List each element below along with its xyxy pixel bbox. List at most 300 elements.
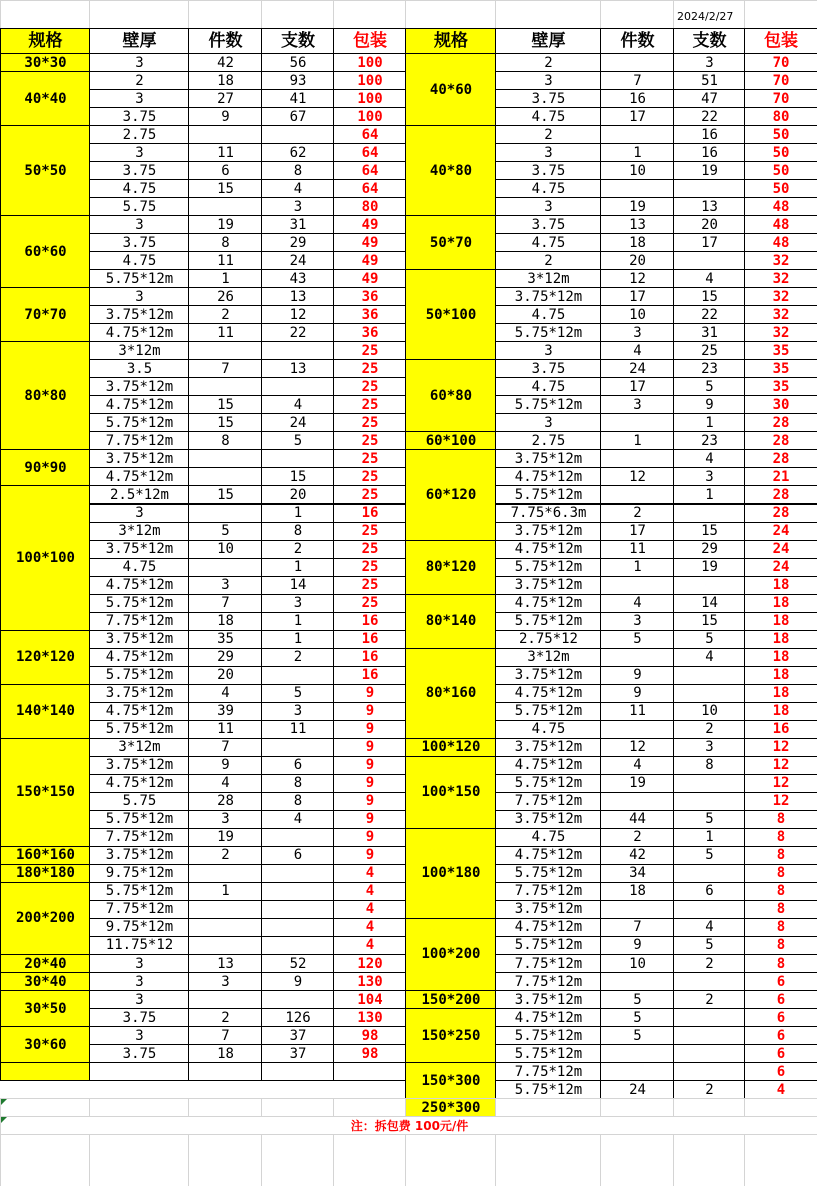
- pieces-cell[interactable]: 34: [600, 864, 674, 883]
- package-cell[interactable]: 30: [744, 395, 817, 414]
- spec-cell[interactable]: 140*140: [0, 684, 90, 739]
- spec-cell[interactable]: 40*60: [405, 53, 496, 126]
- count-cell[interactable]: 1: [261, 504, 334, 523]
- package-cell[interactable]: 35: [744, 377, 817, 396]
- spec-cell[interactable]: 50*100: [405, 269, 496, 360]
- count-cell[interactable]: [673, 1062, 745, 1081]
- count-cell[interactable]: 6: [261, 756, 334, 775]
- pieces-cell[interactable]: 1: [600, 143, 674, 162]
- count-cell[interactable]: 93: [261, 71, 334, 90]
- count-cell[interactable]: 1: [261, 558, 334, 577]
- package-cell[interactable]: 100: [333, 71, 406, 90]
- pieces-cell[interactable]: 18: [600, 233, 674, 252]
- thickness-cell[interactable]: 2.75: [89, 125, 189, 144]
- spec-cell[interactable]: 100*150: [405, 756, 496, 829]
- package-cell[interactable]: 18: [744, 666, 817, 685]
- package-cell[interactable]: 32: [744, 305, 817, 324]
- count-cell[interactable]: 23: [673, 359, 745, 378]
- thickness-cell[interactable]: 3: [495, 71, 601, 90]
- package-cell[interactable]: 64: [333, 179, 406, 198]
- thickness-cell[interactable]: 5.75*12m: [89, 269, 189, 288]
- pieces-cell[interactable]: 2: [600, 504, 674, 523]
- thickness-cell[interactable]: 5.75*12m: [89, 810, 189, 829]
- pieces-cell[interactable]: 42: [600, 846, 674, 865]
- thickness-cell[interactable]: 4.75*12m: [495, 467, 601, 486]
- thickness-cell[interactable]: 4.75*12m: [495, 918, 601, 937]
- sheet-cell-blank[interactable]: [673, 1134, 745, 1186]
- thickness-cell[interactable]: 7.75*12m: [495, 972, 601, 991]
- package-cell[interactable]: 35: [744, 359, 817, 378]
- package-cell[interactable]: 28: [744, 413, 817, 432]
- package-cell[interactable]: 32: [744, 251, 817, 270]
- thickness-cell[interactable]: 3: [89, 89, 189, 108]
- thickness-cell[interactable]: 7.75*12m: [89, 612, 189, 631]
- thickness-cell[interactable]: 3.75: [89, 107, 189, 126]
- count-cell[interactable]: 16: [673, 125, 745, 144]
- package-cell[interactable]: 50: [744, 125, 817, 144]
- count-cell[interactable]: 31: [673, 323, 745, 342]
- count-cell[interactable]: 62: [261, 143, 334, 162]
- package-cell[interactable]: 64: [333, 161, 406, 180]
- spec-cell[interactable]: 30*50: [0, 990, 90, 1027]
- pieces-cell[interactable]: 15: [188, 395, 262, 414]
- package-cell[interactable]: 6: [744, 1008, 817, 1027]
- thickness-cell[interactable]: 3: [89, 954, 189, 973]
- count-cell[interactable]: 17: [673, 233, 745, 252]
- thickness-cell[interactable]: 3.75*12m: [495, 810, 601, 829]
- package-cell[interactable]: 16: [333, 666, 406, 685]
- pieces-cell[interactable]: 13: [188, 954, 262, 973]
- spec-cell[interactable]: 100*100: [0, 485, 90, 630]
- pieces-cell[interactable]: [188, 449, 262, 468]
- thickness-cell[interactable]: 9.75*12m: [89, 918, 189, 937]
- count-cell[interactable]: 22: [261, 323, 334, 342]
- package-cell[interactable]: 18: [744, 612, 817, 631]
- thickness-cell[interactable]: 7.75*6.3m: [495, 504, 601, 523]
- package-cell[interactable]: 25: [333, 540, 406, 559]
- pieces-cell[interactable]: 8: [188, 431, 262, 450]
- pieces-cell[interactable]: 7: [600, 918, 674, 937]
- pieces-cell[interactable]: 4: [188, 684, 262, 703]
- spec-cell[interactable]: 60*80: [405, 359, 496, 432]
- pieces-cell[interactable]: 20: [600, 251, 674, 270]
- pieces-cell[interactable]: 27: [188, 89, 262, 108]
- thickness-cell[interactable]: 3.75: [495, 89, 601, 108]
- package-cell[interactable]: 8: [744, 846, 817, 865]
- thickness-cell[interactable]: 2: [495, 125, 601, 144]
- count-cell[interactable]: 5: [261, 684, 334, 703]
- pieces-cell[interactable]: 24: [600, 359, 674, 378]
- package-cell[interactable]: 104: [333, 990, 406, 1009]
- thickness-cell[interactable]: 7.75*12m: [495, 1062, 601, 1081]
- pieces-cell[interactable]: 3: [188, 576, 262, 595]
- thickness-cell[interactable]: 3.75*12m: [89, 449, 189, 468]
- pieces-cell[interactable]: 4: [600, 594, 674, 613]
- thickness-cell[interactable]: 4.75*12m: [89, 774, 189, 793]
- package-cell[interactable]: 32: [744, 323, 817, 342]
- pieces-cell[interactable]: 7: [188, 594, 262, 613]
- thickness-cell[interactable]: 3.75*12m: [89, 540, 189, 559]
- thickness-cell[interactable]: 3.75*12m: [495, 738, 601, 757]
- thickness-cell[interactable]: 4.75*12m: [495, 846, 601, 865]
- sheet-cell-blank[interactable]: [333, 1098, 406, 1117]
- thickness-cell[interactable]: 3*12m: [89, 341, 189, 360]
- spec-cell[interactable]: 250*300: [405, 1098, 496, 1117]
- count-cell[interactable]: 31: [261, 215, 334, 234]
- count-cell[interactable]: 5: [261, 431, 334, 450]
- package-cell[interactable]: 6: [744, 972, 817, 991]
- pieces-cell[interactable]: 7: [188, 738, 262, 757]
- pieces-cell[interactable]: 17: [600, 377, 674, 396]
- count-cell[interactable]: [261, 449, 334, 468]
- thickness-cell[interactable]: 5.75*12m: [89, 720, 189, 739]
- thickness-cell[interactable]: 3.75*12m: [495, 522, 601, 541]
- pieces-cell[interactable]: 7: [600, 71, 674, 90]
- thickness-cell[interactable]: 4.75*12m: [89, 702, 189, 721]
- thickness-cell[interactable]: 3: [89, 53, 189, 72]
- package-cell[interactable]: 9: [333, 792, 406, 811]
- thickness-cell[interactable]: 3.75: [89, 1044, 189, 1063]
- count-cell[interactable]: 6: [673, 882, 745, 901]
- thickness-cell[interactable]: 5.75*12m: [495, 395, 601, 414]
- package-cell[interactable]: 9: [333, 810, 406, 829]
- count-cell[interactable]: [673, 792, 745, 811]
- pieces-cell[interactable]: 20: [188, 666, 262, 685]
- spec-cell[interactable]: 60*60: [0, 215, 90, 288]
- pieces-cell[interactable]: [600, 792, 674, 811]
- package-cell[interactable]: 28: [744, 449, 817, 468]
- thickness-cell[interactable]: 4.75*12m: [495, 540, 601, 559]
- pieces-cell[interactable]: [188, 918, 262, 937]
- sheet-cell-blank[interactable]: [0, 0, 90, 29]
- package-cell[interactable]: 50: [744, 143, 817, 162]
- package-cell[interactable]: 8: [744, 810, 817, 829]
- spec-cell[interactable]: 80*160: [405, 648, 496, 739]
- thickness-cell[interactable]: 4.75: [495, 305, 601, 324]
- count-cell[interactable]: 8: [673, 756, 745, 775]
- count-cell[interactable]: [261, 936, 334, 955]
- count-cell[interactable]: [261, 990, 334, 1009]
- thickness-cell[interactable]: 5.75*12m: [89, 882, 189, 901]
- sheet-cell-blank[interactable]: [188, 0, 262, 29]
- count-cell[interactable]: 2: [673, 1080, 745, 1099]
- thickness-cell[interactable]: 2.75: [495, 431, 601, 450]
- count-cell[interactable]: 4: [261, 395, 334, 414]
- package-cell[interactable]: 120: [333, 954, 406, 973]
- count-cell[interactable]: 3: [673, 467, 745, 486]
- package-cell[interactable]: 36: [333, 287, 406, 306]
- thickness-cell[interactable]: 5.75*12m: [495, 1026, 601, 1045]
- thickness-cell[interactable]: 3: [89, 1026, 189, 1045]
- count-cell[interactable]: 19: [673, 161, 745, 180]
- package-cell[interactable]: 16: [333, 630, 406, 649]
- pieces-cell[interactable]: [600, 720, 674, 739]
- thickness-cell[interactable]: 5.75*12m: [89, 413, 189, 432]
- sheet-cell-blank[interactable]: [89, 0, 189, 29]
- count-cell[interactable]: 12: [261, 305, 334, 324]
- spec-cell[interactable]: 50*50: [0, 125, 90, 216]
- pieces-cell[interactable]: 9: [188, 756, 262, 775]
- spec-cell[interactable]: 150*150: [0, 738, 90, 847]
- count-cell[interactable]: 1: [261, 612, 334, 631]
- sheet-cell-blank[interactable]: [0, 1098, 90, 1117]
- spec-cell[interactable]: 40*40: [0, 71, 90, 126]
- package-cell[interactable]: 4: [333, 882, 406, 901]
- sheet-cell-blank[interactable]: [261, 1134, 334, 1186]
- thickness-cell[interactable]: 4.75*12m: [89, 648, 189, 667]
- thickness-cell[interactable]: 4.75: [89, 558, 189, 577]
- pieces-cell[interactable]: [600, 1044, 674, 1063]
- thickness-cell[interactable]: 3: [89, 504, 189, 523]
- count-cell[interactable]: 4: [673, 449, 745, 468]
- thickness-cell[interactable]: 4.75*12m: [89, 467, 189, 486]
- package-cell[interactable]: 25: [333, 341, 406, 360]
- pieces-cell[interactable]: 15: [188, 485, 262, 504]
- count-cell[interactable]: 47: [673, 89, 745, 108]
- pieces-cell[interactable]: 18: [188, 612, 262, 631]
- count-cell[interactable]: [261, 666, 334, 685]
- spec-cell[interactable]: 70*70: [0, 287, 90, 342]
- count-cell[interactable]: 1: [673, 828, 745, 847]
- thickness-cell[interactable]: 4.75*12m: [89, 323, 189, 342]
- thickness-cell[interactable]: 4.75: [495, 377, 601, 396]
- pieces-cell[interactable]: 2: [188, 846, 262, 865]
- pieces-cell[interactable]: 11: [188, 323, 262, 342]
- package-cell[interactable]: 25: [333, 431, 406, 450]
- package-cell[interactable]: 50: [744, 161, 817, 180]
- package-cell[interactable]: 49: [333, 215, 406, 234]
- count-cell[interactable]: 14: [261, 576, 334, 595]
- pieces-cell[interactable]: 10: [188, 540, 262, 559]
- spec-cell[interactable]: 20*40: [0, 954, 90, 973]
- count-cell[interactable]: 3: [673, 53, 745, 72]
- package-cell[interactable]: 18: [744, 684, 817, 703]
- count-cell[interactable]: 16: [673, 143, 745, 162]
- pieces-cell[interactable]: 2: [188, 1008, 262, 1027]
- spec-cell[interactable]: 80*120: [405, 540, 496, 595]
- package-cell[interactable]: 100: [333, 107, 406, 126]
- thickness-cell[interactable]: 3.75*12m: [89, 630, 189, 649]
- package-cell[interactable]: 64: [333, 143, 406, 162]
- package-cell[interactable]: 98: [333, 1026, 406, 1045]
- pieces-cell[interactable]: [188, 1062, 262, 1081]
- count-cell[interactable]: 4: [673, 648, 745, 667]
- package-cell[interactable]: 12: [744, 738, 817, 757]
- count-cell[interactable]: 2: [673, 990, 745, 1009]
- thickness-cell[interactable]: 3: [495, 143, 601, 162]
- thickness-cell[interactable]: 7.75*12m: [495, 882, 601, 901]
- pieces-cell[interactable]: [600, 576, 674, 595]
- pieces-cell[interactable]: 9: [600, 936, 674, 955]
- thickness-cell[interactable]: 4.75*12m: [495, 1008, 601, 1027]
- count-cell[interactable]: [673, 504, 745, 523]
- pieces-cell[interactable]: 29: [188, 648, 262, 667]
- package-cell[interactable]: 49: [333, 233, 406, 252]
- count-cell[interactable]: 6: [261, 846, 334, 865]
- sheet-cell-blank[interactable]: [89, 1098, 189, 1117]
- spec-cell[interactable]: 30*30: [0, 53, 90, 72]
- package-cell[interactable]: 9: [333, 846, 406, 865]
- pieces-cell[interactable]: [188, 467, 262, 486]
- spec-cell[interactable]: 60*120: [405, 449, 496, 540]
- count-cell[interactable]: 2: [673, 954, 745, 973]
- thickness-cell[interactable]: 4.75: [495, 720, 601, 739]
- count-cell[interactable]: 1: [261, 630, 334, 649]
- count-cell[interactable]: 9: [673, 395, 745, 414]
- package-cell[interactable]: 8: [744, 954, 817, 973]
- spec-cell[interactable]: 80*80: [0, 341, 90, 450]
- package-cell[interactable]: 24: [744, 540, 817, 559]
- count-cell[interactable]: 22: [673, 305, 745, 324]
- thickness-cell[interactable]: 4.75*12m: [89, 576, 189, 595]
- package-cell[interactable]: 16: [333, 648, 406, 667]
- sheet-cell-blank[interactable]: [600, 1134, 674, 1186]
- package-cell[interactable]: 25: [333, 449, 406, 468]
- thickness-cell[interactable]: 3.75: [495, 215, 601, 234]
- package-cell[interactable]: 48: [744, 233, 817, 252]
- count-cell[interactable]: [673, 1008, 745, 1027]
- count-cell[interactable]: 11: [261, 720, 334, 739]
- count-cell[interactable]: 8: [261, 792, 334, 811]
- pieces-cell[interactable]: 5: [600, 630, 674, 649]
- thickness-cell[interactable]: 3.75: [89, 161, 189, 180]
- sheet-cell-blank[interactable]: [188, 1134, 262, 1186]
- pieces-cell[interactable]: [188, 197, 262, 216]
- thickness-cell[interactable]: 4.75: [495, 828, 601, 847]
- count-cell[interactable]: [261, 1062, 334, 1081]
- thickness-cell[interactable]: 3: [89, 215, 189, 234]
- sheet-cell-blank[interactable]: [188, 1098, 262, 1117]
- package-cell[interactable]: 28: [744, 431, 817, 450]
- thickness-cell[interactable]: 5.75*12m: [495, 1080, 601, 1099]
- package-cell[interactable]: 9: [333, 684, 406, 703]
- package-cell[interactable]: 18: [744, 576, 817, 595]
- pieces-cell[interactable]: 39: [188, 702, 262, 721]
- sheet-cell-blank[interactable]: [405, 1098, 496, 1117]
- package-cell[interactable]: 36: [333, 323, 406, 342]
- thickness-cell[interactable]: 7.75*12m: [89, 431, 189, 450]
- package-cell[interactable]: 64: [333, 125, 406, 144]
- package-cell[interactable]: 4: [333, 864, 406, 883]
- package-cell[interactable]: 8: [744, 900, 817, 919]
- pieces-cell[interactable]: 11: [188, 720, 262, 739]
- pieces-cell[interactable]: 15: [188, 179, 262, 198]
- package-cell[interactable]: 25: [333, 377, 406, 396]
- pieces-cell[interactable]: [600, 900, 674, 919]
- package-cell[interactable]: 8: [744, 864, 817, 883]
- thickness-cell[interactable]: 7.75*12m: [89, 828, 189, 847]
- package-cell[interactable]: 28: [744, 504, 817, 523]
- thickness-cell[interactable]: 3*12m: [89, 522, 189, 541]
- package-cell[interactable]: 48: [744, 215, 817, 234]
- thickness-cell[interactable]: 5.75*12m: [495, 558, 601, 577]
- package-cell[interactable]: 50: [744, 179, 817, 198]
- package-cell[interactable]: 18: [744, 648, 817, 667]
- thickness-cell[interactable]: 5.75*12m: [495, 864, 601, 883]
- thickness-cell[interactable]: 3*12m: [89, 738, 189, 757]
- count-cell[interactable]: 13: [261, 359, 334, 378]
- pieces-cell[interactable]: 5: [188, 522, 262, 541]
- thickness-cell[interactable]: 3.75*12m: [89, 684, 189, 703]
- package-cell[interactable]: 8: [744, 882, 817, 901]
- thickness-cell[interactable]: 4.75*12m: [495, 594, 601, 613]
- package-cell[interactable]: 80: [744, 107, 817, 126]
- thickness-cell[interactable]: 2: [495, 53, 601, 72]
- package-cell[interactable]: 25: [333, 576, 406, 595]
- count-cell[interactable]: 24: [261, 251, 334, 270]
- package-cell[interactable]: 8: [744, 918, 817, 937]
- pieces-cell[interactable]: 18: [600, 882, 674, 901]
- package-cell[interactable]: 49: [333, 251, 406, 270]
- package-cell[interactable]: 9: [333, 702, 406, 721]
- thickness-cell[interactable]: 5.75*12m: [495, 774, 601, 793]
- thickness-cell[interactable]: 7.75*12m: [495, 792, 601, 811]
- pieces-cell[interactable]: 4: [600, 341, 674, 360]
- pieces-cell[interactable]: [188, 341, 262, 360]
- pieces-cell[interactable]: [188, 936, 262, 955]
- package-cell[interactable]: 12: [744, 774, 817, 793]
- pieces-cell[interactable]: [188, 504, 262, 523]
- thickness-cell[interactable]: 3.75*12m: [495, 990, 601, 1009]
- thickness-cell[interactable]: 5.75*12m: [89, 594, 189, 613]
- thickness-cell[interactable]: [89, 1062, 189, 1081]
- thickness-cell[interactable]: 3.75*12m: [495, 449, 601, 468]
- package-cell[interactable]: 25: [333, 467, 406, 486]
- pieces-cell[interactable]: 17: [600, 287, 674, 306]
- count-cell[interactable]: 67: [261, 107, 334, 126]
- package-cell[interactable]: 70: [744, 89, 817, 108]
- pieces-cell[interactable]: 9: [600, 666, 674, 685]
- count-cell[interactable]: 15: [673, 612, 745, 631]
- thickness-cell[interactable]: 3: [495, 197, 601, 216]
- thickness-cell[interactable]: 3.75*12m: [495, 900, 601, 919]
- count-cell[interactable]: 25: [673, 341, 745, 360]
- spec-cell[interactable]: 180*180: [0, 864, 90, 883]
- count-cell[interactable]: [261, 882, 334, 901]
- pieces-cell[interactable]: 10: [600, 161, 674, 180]
- thickness-cell[interactable]: 5.75*12m: [495, 1044, 601, 1063]
- count-cell[interactable]: 8: [261, 161, 334, 180]
- thickness-cell[interactable]: 3: [495, 341, 601, 360]
- pieces-cell[interactable]: [600, 972, 674, 991]
- spec-cell[interactable]: 100*200: [405, 918, 496, 991]
- package-cell[interactable]: 25: [333, 395, 406, 414]
- package-cell[interactable]: 36: [333, 305, 406, 324]
- pieces-cell[interactable]: [188, 864, 262, 883]
- thickness-cell[interactable]: 3.75: [89, 233, 189, 252]
- package-cell[interactable]: 25: [333, 522, 406, 541]
- thickness-cell[interactable]: 3: [495, 413, 601, 432]
- package-cell[interactable]: 32: [744, 269, 817, 288]
- package-cell[interactable]: 70: [744, 53, 817, 72]
- count-cell[interactable]: 13: [261, 287, 334, 306]
- pieces-cell[interactable]: [600, 53, 674, 72]
- thickness-cell[interactable]: 5.75*12m: [495, 485, 601, 504]
- pieces-cell[interactable]: 18: [188, 71, 262, 90]
- thickness-cell[interactable]: 3.75*12m: [495, 576, 601, 595]
- package-cell[interactable]: 25: [333, 413, 406, 432]
- package-cell[interactable]: 24: [744, 558, 817, 577]
- pieces-cell[interactable]: 12: [600, 738, 674, 757]
- spec-cell[interactable]: 30*60: [0, 1026, 90, 1063]
- package-cell[interactable]: 6: [744, 1026, 817, 1045]
- count-cell[interactable]: 2: [673, 720, 745, 739]
- count-cell[interactable]: 3: [673, 738, 745, 757]
- thickness-cell[interactable]: 4.75: [89, 251, 189, 270]
- count-cell[interactable]: 2: [261, 648, 334, 667]
- package-cell[interactable]: 80: [333, 197, 406, 216]
- package-cell[interactable]: 24: [744, 522, 817, 541]
